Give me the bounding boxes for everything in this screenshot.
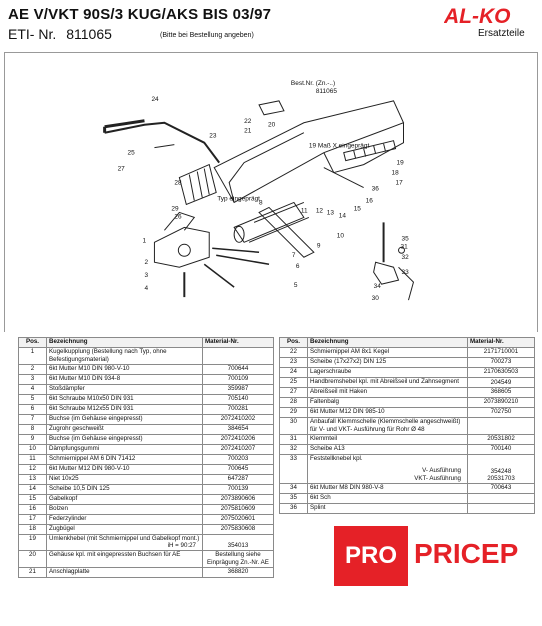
- cell-mat: 359987: [203, 384, 274, 394]
- table-row: [19, 394, 274, 404]
- header-pos: Pos.: [280, 338, 308, 348]
- plate-label: Best.Nr. (Zn.-..): [290, 79, 336, 87]
- table-row: [280, 418, 535, 435]
- cell-pos: 12: [19, 464, 47, 474]
- table-row: [280, 494, 535, 504]
- table-row: [19, 484, 274, 494]
- table-row: [280, 398, 535, 408]
- table-row: [19, 454, 274, 464]
- table-row: [280, 444, 535, 454]
- cell-pos: 35: [280, 494, 308, 504]
- callout-33: 33: [401, 269, 409, 277]
- callout-30: 30: [371, 295, 379, 303]
- cell-mat: 700273: [468, 358, 535, 368]
- cell-pos: 25: [280, 378, 308, 388]
- table-row: [19, 504, 274, 514]
- watermark-text: PRICEP: [414, 538, 519, 569]
- cell-mat: 700109: [203, 374, 274, 384]
- cell-mat: 354013: [203, 534, 274, 551]
- cell-mat: 2073890606: [203, 494, 274, 504]
- cell-desc: Stoßdämpfer: [47, 384, 203, 394]
- cell-desc: 6kt Mutter M8 DIN 980-V-8: [308, 484, 468, 494]
- header-mat: Material-Nr.: [468, 338, 535, 348]
- cell-pos: 27: [280, 388, 308, 398]
- cell-desc: Dämpfungsgummi: [47, 444, 203, 454]
- cell-mat: [468, 504, 535, 514]
- cell-mat: 700139: [203, 484, 274, 494]
- table-row: [19, 414, 274, 424]
- callout-36: 36: [371, 185, 379, 193]
- cell-mat: 700643: [468, 484, 535, 494]
- cell-pos: 30: [280, 418, 308, 435]
- cell-desc: 6kt Mutter M12 DIN 980-V-10: [47, 464, 203, 474]
- table-row: [19, 514, 274, 524]
- cell-mat: 2171710001: [468, 348, 535, 358]
- cell-desc: Anschlagplatte: [47, 567, 203, 577]
- cell-mat: 368605: [468, 388, 535, 398]
- cell-pos: 13: [19, 474, 47, 484]
- page-title: AE V/VKT 90S/3 KUG/AKS BIS 03/97: [8, 6, 272, 23]
- cell-mat: 700644: [203, 364, 274, 374]
- cell-desc: Gehäuse kpl. mit eingepressten Buchsen für AE: [47, 551, 203, 568]
- table-row: [280, 388, 535, 398]
- cell-mat: 384654: [203, 424, 274, 434]
- cell-desc: Faltenbalg: [308, 398, 468, 408]
- callout-21: 21: [244, 127, 252, 135]
- cell-desc-text: Umlenkhebel (mit Schmiernippel und Gabelkopf mont.): [49, 534, 200, 542]
- cell-desc: Federzylinder: [47, 514, 203, 524]
- table-row: [19, 348, 274, 365]
- callout-8: 8: [259, 199, 263, 207]
- table-row: [280, 368, 535, 378]
- header-pos: Pos.: [19, 338, 47, 348]
- table-row: [19, 424, 274, 434]
- table-row: [19, 567, 274, 577]
- cell-mat: [468, 418, 535, 435]
- cell-desc: [47, 534, 203, 551]
- cell-desc: Schmiernippel AM 8x1 Kegel: [308, 348, 468, 358]
- cell-desc: Abreißseil mit Haken: [308, 388, 468, 398]
- cell-mat: 2072410206: [203, 434, 274, 444]
- callout-4: 4: [144, 285, 149, 293]
- table-row: [19, 464, 274, 474]
- table-row: [19, 434, 274, 444]
- table-row: [19, 494, 274, 504]
- brand-subtitle: Ersatzteile: [478, 28, 525, 39]
- header-mat: Material-Nr.: [203, 338, 274, 348]
- cell-desc: Scheibe A13: [308, 444, 468, 454]
- callout-34: 34: [373, 283, 381, 291]
- table-row: [19, 474, 274, 484]
- cell-mat: 204549: [468, 378, 535, 388]
- table-row: [280, 504, 535, 514]
- cell-desc: Klemmteil: [308, 434, 468, 444]
- cell-desc: 6kt Mutter M10 DIN 980-V-10: [47, 364, 203, 374]
- cell-mat: 700203: [203, 454, 274, 464]
- cell-desc: [308, 454, 468, 484]
- eti-number: 811065: [66, 26, 112, 42]
- callout-18: 18: [391, 169, 399, 177]
- callout-3: 3: [144, 272, 149, 280]
- cell-desc: Splint: [308, 504, 468, 514]
- cell-desc: Buchse (im Gehäuse eingepresst): [47, 414, 203, 424]
- callout-11: 11: [300, 207, 308, 215]
- alko-logo-text: AL-KO: [444, 5, 511, 28]
- cell-desc: Zugbügel: [47, 524, 203, 534]
- alko-logo: [444, 4, 536, 28]
- callout-16: 16: [365, 197, 373, 205]
- table-row: [19, 384, 274, 394]
- cell-mat: 2075020601: [203, 514, 274, 524]
- plate-part: [259, 101, 284, 115]
- cell-mat: 700281: [203, 404, 274, 414]
- callout-35: 35: [401, 235, 409, 243]
- cell-desc: 6kt Sch: [308, 494, 468, 504]
- cell-desc: Bolzen: [47, 504, 203, 514]
- handbrake-lever: [105, 123, 220, 163]
- cell-desc: Anbaufall Klemmschelle (Klemmschelle angeschweißt) für V- und VKT- Ausführung für Rohr Ø 48: [308, 418, 468, 435]
- callout-31: 31: [400, 243, 408, 251]
- cell-pos: 15: [19, 494, 47, 504]
- table-row: [280, 408, 535, 418]
- cell-pos: 1: [19, 348, 47, 365]
- cell-mat: 705140: [203, 394, 274, 404]
- cell-desc: Kugelkupplung (Bestellung nach Typ, ohne Befestigungsmaterial): [47, 348, 203, 365]
- callout-9: 9: [316, 242, 321, 250]
- cell-mat: 700140: [468, 444, 535, 454]
- cell-desc: Handbremshebel kpl. mit Abreißseil und Zahnsegment: [308, 378, 468, 388]
- cell-pos: 6: [19, 404, 47, 414]
- cell-desc: Zugrohr geschweißt: [47, 424, 203, 434]
- table-row: [280, 434, 535, 444]
- cell-pos: 2: [19, 364, 47, 374]
- callout-32: 32: [401, 254, 409, 262]
- callout-23: 23: [209, 132, 217, 140]
- cell-desc: Gabelkopf: [47, 494, 203, 504]
- cell-mat: [468, 494, 535, 504]
- table-header-row: [19, 338, 274, 348]
- cell-mat: 2075810609: [203, 504, 274, 514]
- cell-mat: 647287: [203, 474, 274, 484]
- table-row: [19, 374, 274, 384]
- cell-desc: 6kt Mutter M10 DIN 934-8: [47, 374, 203, 384]
- cell-mat: 2072410207: [203, 444, 274, 454]
- mass-label: 19 Maß X eingeprägt: [308, 142, 370, 150]
- table-header-row: [280, 338, 535, 348]
- callout-29: 29: [171, 205, 179, 213]
- parts-table-right: [279, 337, 535, 514]
- cell-desc: 6kt Schraube M12x55 DIN 931: [47, 404, 203, 414]
- callout-26: 26: [174, 213, 182, 221]
- bellows-part: [179, 165, 216, 205]
- cell-pos: 7: [19, 414, 47, 424]
- table-row: [19, 524, 274, 534]
- cell-desc: 6kt Schraube M10x50 DIN 931: [47, 394, 203, 404]
- cell-pos: 14: [19, 484, 47, 494]
- cell-desc: Scheibe (17x27x2) DIN 125: [308, 358, 468, 368]
- cell-sub-v: V- Ausführung: [422, 467, 461, 475]
- cell-mat-v: 354248: [490, 467, 512, 475]
- cell-pos: 11: [19, 454, 47, 464]
- cell-pos: 29: [280, 408, 308, 418]
- cell-mat: [203, 348, 274, 365]
- order-note: (Bitte bei Bestellung angeben): [160, 32, 254, 39]
- table-row: [19, 551, 274, 568]
- cell-desc: Schmiernippel AM 6 DIN 71412: [47, 454, 203, 464]
- table-row: [19, 534, 274, 551]
- cell-pos: 23: [280, 358, 308, 368]
- callout-20: 20: [268, 121, 276, 129]
- eti-label: ETI- Nr.: [8, 26, 57, 42]
- cell-desc: Niet 10x25: [47, 474, 203, 484]
- cell-pos: 20: [19, 551, 47, 568]
- cell-pos: 16: [19, 504, 47, 514]
- cell-pos: 22: [280, 348, 308, 358]
- cell-mat: 702750: [468, 408, 535, 418]
- cell-sub-vkt: VKT- Ausführung: [414, 475, 461, 482]
- cell-mat: 2073890210: [468, 398, 535, 408]
- callout-7: 7: [291, 252, 296, 260]
- cell-pos: 24: [280, 368, 308, 378]
- callout-15: 15: [353, 205, 361, 213]
- cell-pos: 10: [19, 444, 47, 454]
- cell-pos: 8: [19, 424, 47, 434]
- type-label: Typ eingeprägt: [217, 195, 260, 203]
- coupling-head: [154, 227, 209, 267]
- callout-13: 13: [326, 209, 334, 217]
- cell-pos: 31: [280, 434, 308, 444]
- callout-14: 14: [338, 212, 346, 220]
- callout-2: 2: [144, 259, 149, 267]
- cell-pos: 17: [19, 514, 47, 524]
- cell-mat: 2075830608: [203, 524, 274, 534]
- callout-19b: 19: [396, 159, 404, 167]
- cell-pos: 33: [280, 454, 308, 484]
- cell-sub: iH = 90:27: [167, 542, 196, 550]
- table-row: [19, 404, 274, 414]
- header-desc: Bezeichnung: [47, 338, 203, 348]
- callout-22: 22: [244, 117, 252, 125]
- table-row: [280, 358, 535, 368]
- cell-mat: 2170630503: [468, 368, 535, 378]
- cell-pos: 5: [19, 394, 47, 404]
- callout-28: 28: [174, 179, 182, 187]
- callout-27: 27: [117, 165, 125, 173]
- cell-mat: 20531802: [468, 434, 535, 444]
- cell-desc: Buchse (im Gehäuse eingepresst): [47, 434, 203, 444]
- table-row: [280, 348, 535, 358]
- cell-pos: 9: [19, 434, 47, 444]
- header-desc: Bezeichnung: [308, 338, 468, 348]
- cell-mat: 368820: [203, 567, 274, 577]
- callout-24: 24: [151, 95, 159, 103]
- cell-pos: 19: [19, 534, 47, 551]
- watermark-box: PRO: [334, 526, 408, 586]
- table-row: [19, 444, 274, 454]
- plate-number: 811065: [315, 87, 337, 95]
- cell-pos: 4: [19, 384, 47, 394]
- callout-25: 25: [127, 149, 135, 157]
- callout-5: 5: [293, 282, 298, 290]
- callout-12: 12: [315, 207, 324, 215]
- cell-pos: 34: [280, 484, 308, 494]
- cell-mat: [468, 454, 535, 484]
- exploded-view-drawing: [4, 52, 538, 332]
- cell-mat-vkt: 20531703: [487, 475, 515, 483]
- cell-mat: Bestellung siehe Einprägung Zn.-Nr. AE: [203, 551, 274, 568]
- cell-desc: Scheibe 10,5 DIN 125: [47, 484, 203, 494]
- cell-desc: Lagerschraube: [308, 368, 468, 378]
- cell-pos: 36: [280, 504, 308, 514]
- callout-6: 6: [295, 263, 300, 271]
- cell-mat: 700645: [203, 464, 274, 474]
- clamp-part: [374, 262, 399, 284]
- cell-desc-text: Feststellknebel kpl.: [310, 454, 363, 462]
- propricep-watermark: [334, 526, 532, 586]
- callout-10: 10: [336, 232, 344, 240]
- cell-pos: 21: [19, 567, 47, 577]
- cell-pos: 18: [19, 524, 47, 534]
- cell-pos: 32: [280, 444, 308, 454]
- table-row: [280, 484, 535, 494]
- table-row: [280, 454, 535, 484]
- callout-1: 1: [142, 237, 147, 245]
- cell-desc: 6kt Mutter M12 DIN 985-10: [308, 408, 468, 418]
- cell-pos: 3: [19, 374, 47, 384]
- table-row: [280, 378, 535, 388]
- cell-mat: 2072410202: [203, 414, 274, 424]
- cell-pos: 28: [280, 398, 308, 408]
- table-row: [19, 364, 274, 374]
- eti-number-line: [8, 26, 112, 42]
- parts-table-left: [18, 337, 274, 578]
- callout-17: 17: [395, 179, 403, 187]
